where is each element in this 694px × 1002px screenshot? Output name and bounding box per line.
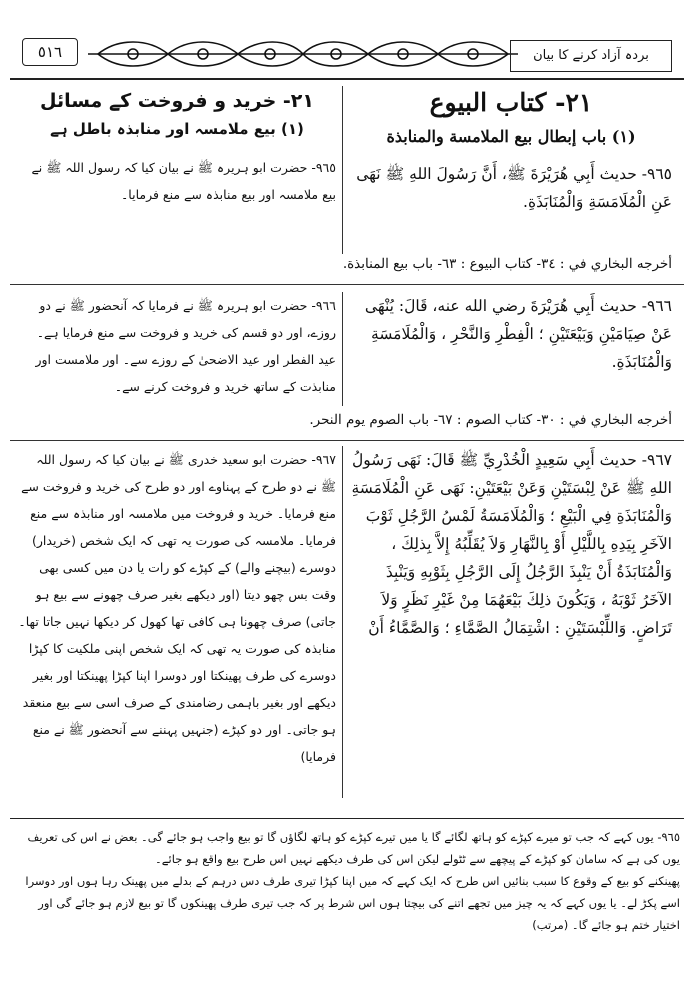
page-number: ٥١٦	[22, 38, 78, 66]
decorative-border-icon	[88, 36, 518, 72]
arabic-hadith-967-block	[350, 446, 672, 642]
arabic-section-title: (١) باب إبطال بيع الملامسة والمنابذة	[386, 127, 636, 146]
urdu-hadith-966-block	[18, 292, 336, 400]
column-divider	[342, 86, 343, 254]
footnotes	[14, 826, 680, 936]
column-divider	[342, 292, 343, 406]
arabic-hadith-966-block	[350, 292, 672, 376]
arabic-hadith-966: ٩٦٦- حديث أَبِي هُرَيْرَةَ رضي الله عنه، قَالَ: يُنْهَى عَنْ صِيَامَيْنِ وَبَيْعَتَيْنِ ؛ الْفِطْرِ وَالنَّحْرِ ، وَالْمُلَامَسَةِ وَالْمُنَابَذَةِ.	[364, 297, 672, 371]
urdu-section-title: (١) بیع ملامسہ اور منابذہ باطل ہے	[50, 120, 304, 138]
footnote-967: پھینکنے کو بیع کے وقوع کا سبب بنائیں اس طرح کہ ایک کہے کہ میں اپنا کپڑا تیری طرف دس درہم کے بدلے میں پھینک رہا ہوں اور دوسرا اسے پکڑ لے۔ یا یوں کہے کہ یہ چیز میں تجھے اتنے کی بیچتا ہوں اس شرط پر کہ جب تیری طرف پھینکوں گا تو بیع لازم ہو جائے گی اور اختیار ختم ہو جائے گا۔ (مرتب)	[25, 874, 680, 932]
urdu-hadith-966: ٩٦٦- حضرت ابو ہریرہ ﷺ نے فرمایا کہ آنحضور ﷺ نے دو روزے، اور دو قسم کی خرید و فروخت سے منع فرمایا ہے۔ عید الفطر اور عید الاضحیٰ کے روزے سے۔ اور ملامست اور منابذت کے ساتھ خرید و فروخت کرنے سے۔	[35, 298, 336, 394]
running-head: بردہ آزاد کرنے کا بیان	[510, 40, 672, 72]
footnote-965: ٩٦٥- یوں کہے کہ جب تو میرے کپڑے کو ہاتھ لگائے گا یا میں تیرے کپڑے کو ہاتھ لگاؤں گا تو بیع واجب ہو جائے گی۔ بعض نے اس کی تعریف یوں کی ہے کہ سامان کو کپڑے کے پیچھے سے ٹٹولے لیکن اس کی طرف دیکھے نہیں اس طرح بیع واقع ہو جائے۔	[27, 830, 680, 866]
reference-965: أخرجه البخاري في : ٣٤- كتاب البيوع : ٦٣- باب بيع المنابذة.	[342, 256, 672, 272]
reference-966: أخرجه البخاري في : ٣٠- كتاب الصوم : ٦٧- باب الصوم يوم النحر.	[309, 412, 672, 428]
section-rule	[10, 284, 684, 285]
arabic-hadith-965: ٩٦٥- حديث أَبِي هُرَيْرَةَ ﷺ، أَنَّ رَسُولَ اللهِ ﷺ نَهَى عَنِ الْمُلَامَسَةِ وَالْمُنَابَذَةِ.	[356, 165, 672, 211]
column-divider	[342, 446, 343, 798]
arabic-hadith-967: ٩٦٧- حديث أَبِي سَعِيدٍ الْخُدْرِيِّ ﷺ قَالَ: نَهَى رَسُولُ اللهِ ﷺ عَنْ لِبْسَتَيْنِ وَعَنْ بَيْعَتَيْنِ: نَهَى عَنِ الْمُلَامَسَةِ وَالْمُنَابَذَةِ فِي الْبَيْعِ ؛ وَالْمُلَامَسَةُ لَمْسُ الرَّجُلِ ثَوْبَ الآخَرِ بِيَدِهِ بِاللَّيْلِ أَوْ بِالنَّهَارِ وَلاَ يُقَلِّبُهُ إِلاَّ بِذلِكَ ، وَالْمُنَابَذَةُ أَنْ يَنْبِذَ الرَّجُلُ إِلَى الرَّجُلِ بِثَوْبِهِ وَيَنْبِذَ الآخَرُ ثَوْبَهُ ، وَيَكُونَ ذلِكَ بَيْعَهُمَا مِنْ غَيْرِ نَظَرٍ وَلاَ تَرَاضٍ. وَاللِّبْسَتَيْنِ : اشْتِمَالُ الصَّمَّاءِ ؛ وَالصَّمَّاءُ أَنْ	[351, 451, 672, 637]
urdu-hadith-967-block	[18, 446, 336, 770]
arabic-chapter-title: ٢١- كتاب البيوع	[429, 88, 593, 117]
urdu-chapter-title: ٢١- خرید و فروخت کے مسائل	[40, 90, 314, 112]
section-rule	[10, 440, 684, 441]
urdu-hadith-967: ٩٦٧- حضرت ابو سعید خدری ﷺ نے بیان کیا کہ رسول اللہ ﷺ نے دو طرح کے پہناوے اور دو طرح کی خرید و فروخت سے منع فرمایا۔ خرید و فروخت میں ملامسہ اور منابذہ سے منع فرمایا۔ ملامسہ کی صورت یہ تھی کہ ایک شخص (خریدار) دوسرے (بیچنے والے) کے کپڑے کو رات یا دن میں کسی بھی وقت بس چھو دیتا (اور دیکھے بغیر صرف چھونے سے بیع ہو جاتی) صرف چھونا ہی کافی تھا کھول کر دیکھا نہیں جاتا تھا۔ منابذہ کی صورت یہ تھی کہ ایک شخص اپنی ملکیت کا کپڑا دوسرے کی طرف پھینکتا اور دوسرا اپنا کپڑا پھینکتا اور بغیر دیکھے اور بغیر باہمی رضامندی کے صرف اسی سے بیع منعقد ہو جاتی۔ اور دو کپڑے (جنہیں پہننے سے آنحضور ﷺ نے منع فرمایا)	[18, 452, 336, 764]
page-header	[10, 32, 682, 80]
arabic-column	[350, 86, 672, 270]
header-rule	[10, 78, 684, 80]
urdu-hadith-965: ٩٦٥- حضرت ابو ہریرہ ﷺ نے بیان کیا کہ رسول اللہ ﷺ نے بیع ملامسہ اور بیع منابذہ سے منع فرمایا۔	[31, 160, 336, 202]
footnote-rule	[10, 818, 684, 819]
urdu-column	[18, 86, 336, 208]
